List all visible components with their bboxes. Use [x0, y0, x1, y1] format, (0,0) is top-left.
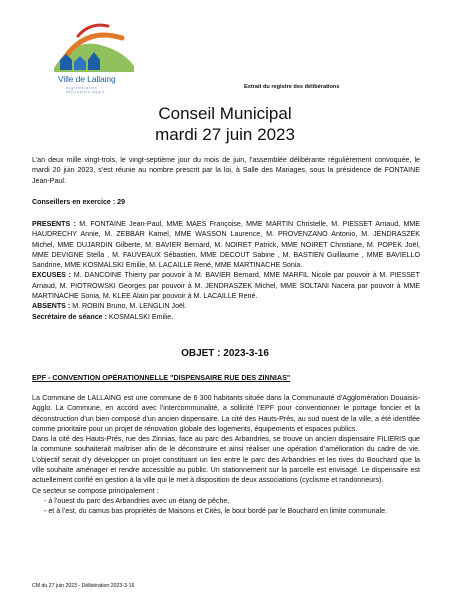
- excuses-text: M. DANCOINE Thierry par pouvoir à M. BAVIER Bernard, MME MARFIL Nicole par pouvoir à M. PIESSET Arnaud, M. PIOTROWSKI Georges par pouvoir à M. JENDRASZEK Michel, MME SOLTANI Nacera par pouvoir à MME MARTINACHE Sonia, M. KLEE Alain par pouvoir à M. LACAILLE René.: [32, 271, 420, 301]
- body-paragraph: Ce secteur se compose principalement :: [32, 486, 159, 495]
- presents-text: M. FONTAINE Jean-Paul, MME MAES Françoise, MME MARTIN Christelle, M. PIESSET Arnaud, MME HAUDRECHY Annie, M. ZEBBAR Kamel, MME WASSON Laurence, M. PROVENZANO Antonio, M. JENDRASZEK Michel, MME DUJARDIN Gilberte, M. BAVIER Bernard, M. NOIRET Patrick, MME NOIRET Christiane, M. POPEK Joël, MME DEVIGNE Stella , M. FAUVEAUX Sébastien, MME DECOUT Sabine , M. BASTIEN Guillaume , MME BAVIELLO Sandrine, MME KOSMALSKI Emilie, M. LACAILLE René, MME MARTINACHE Sonia.: [32, 220, 420, 270]
- body-paragraph: Dans la cité des Hauts-Prés, rue des Zinnias, face au parc des Arbandries, se trouve un ancien dispensaire FILIERIS que la commune souhaiterait maîtriser afin de le déconstruire et ainsi réaliser une opération d’amélioration du cadre de vie. L’objectif serait d’y développer un projet constituant un lien entre le parc des Arbandries et les rives du Bouchard que la ville souhaite aménager et rendre accessible au public. Un stationnement sur la parcelle est envisagé. Le dispensaire est actuellement confié en gestion à la ville qui le met à disposition de deux associations (cyclisme et randonneurs).: [32, 435, 420, 485]
- absents-text: M. ROBIN Bruno, M. LENGLIN Joël.: [70, 302, 187, 311]
- deliberation-body: [32, 393, 420, 517]
- conseillers-count: Conseillers en exercice : 29: [32, 198, 126, 206]
- secretaire-label: Secrétaire de séance :: [32, 312, 107, 321]
- list-item: - à l’ouest du parc des Arbandries avec un étang de pêche,: [44, 496, 230, 505]
- town-logo: [44, 16, 139, 96]
- list-item: - et à l’est, du camus bas propriétés de Maisons et Cités, le bout bordé par le Bouchard en limite communale.: [44, 507, 388, 516]
- body-paragraph: La Commune de LALLAING est une commune de 6 300 habitants située dans la Communauté d’Agglomération Douaisis-Agglo. La Commune, en accord avec l’intercommunalité, a sollicité l’EPF pour conventionner le portage foncier et la déconstruction d’un bien composé d’un ancien dispensaire. La cité des Hauts-Prés, au sud ouest de la ville, a été identifée comme prioritaire pour un projet de rénovation globale des logements, équipements et espaces publics.: [32, 394, 420, 433]
- presents-paragraph: [32, 219, 420, 270]
- logo-title: Ville de Lallaing: [58, 74, 116, 84]
- excuses-paragraph: [32, 270, 420, 301]
- logo-subtitle-line: d e D o u a i s i s - A g g l o: [66, 90, 104, 94]
- excuses-label: EXCUSES :: [32, 271, 71, 280]
- absents-label: ABSENTS :: [32, 302, 71, 311]
- absents-paragraph: [32, 301, 420, 311]
- page-footer: CM du 27 juin 2023 - Délibération 2023-3-16: [32, 583, 135, 589]
- page-subtitle-date: mardi 27 juin 2023: [155, 125, 295, 144]
- secretaire-paragraph: [32, 312, 420, 322]
- logo-graphic-icon: [44, 16, 139, 76]
- objet-heading: OBJET : 2023-3-16: [181, 348, 269, 359]
- page-title: Conseil Municipal: [158, 104, 292, 123]
- attendance-block: [32, 219, 420, 322]
- intro-paragraph: L’an deux mille vingt-trois, le vingt-septième jour du mois de juin, l’assemblée délibérante régulièrement convoquée, le mardi 20 juin 2023, s’est réunie au nombre prescrit par la loi, à Salle des Mariages, sous la présidence de FONTAINE Jean-Paul.: [32, 156, 420, 185]
- logo-subtitle-line: a g g l o m é r a t i o n: [66, 86, 97, 90]
- epf-section-title: EPF - CONVENTION OPÉRATIONNELLE "DISPENSAIRE RUE DES ZINNIAS": [32, 373, 291, 382]
- logo-subtitle: [66, 86, 104, 94]
- secretaire-text: KOSMALSKI Emilie.: [106, 312, 174, 321]
- extract-label: Extrait du registre des délibérations: [244, 84, 340, 90]
- presents-label: PRESENTS :: [32, 220, 76, 228]
